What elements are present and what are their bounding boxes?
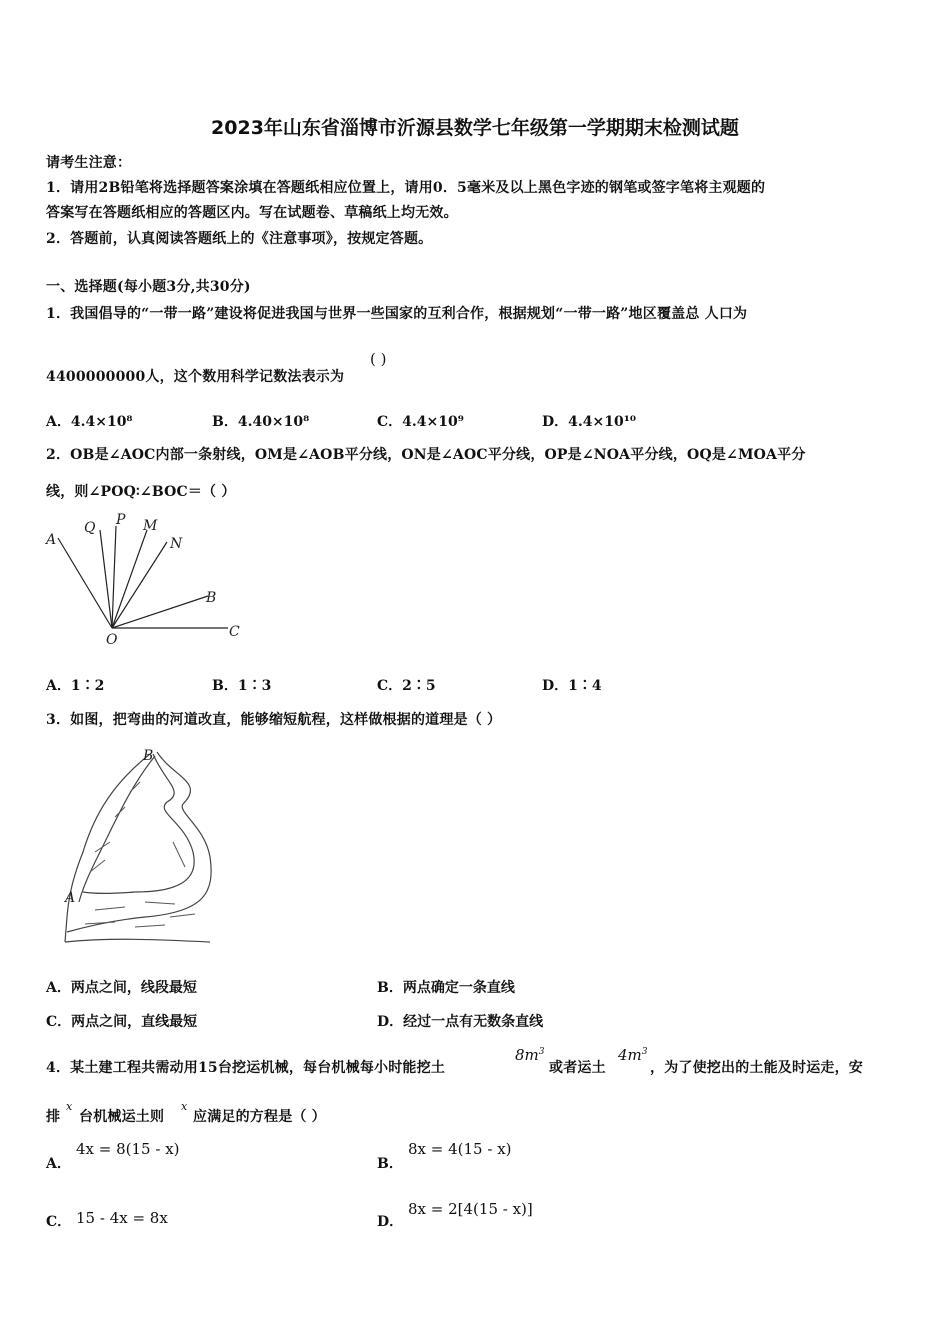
q3-line-1: 3．如图，把弯曲的河道改直，能够缩短航程，这样做根据的道理是（ ） bbox=[46, 712, 502, 728]
q3-option-b: B．两点确定一条直线 bbox=[377, 980, 515, 996]
q1-line-2: 4400000000人，这个数用科学记数法表示为 bbox=[46, 369, 345, 385]
q2-line-1: 2．OB是∠AOC内部一条射线，OM是∠AOB平分线，ON是∠AOC平分线，OP是∠NOA平分线，OQ是∠MOA平分 bbox=[46, 447, 806, 463]
q1-option-b: B．4.40×10⁸ bbox=[212, 414, 310, 430]
river-label-a: A bbox=[65, 890, 76, 906]
label-m: M bbox=[143, 518, 158, 534]
river-left-bank bbox=[65, 754, 150, 942]
label-n: N bbox=[170, 536, 183, 552]
q3-option-c: C．两点之间，直线最短 bbox=[46, 1014, 198, 1030]
q3-option-d: D．经过一点有无数条直线 bbox=[377, 1014, 544, 1030]
water-strokes bbox=[85, 782, 195, 927]
q1-blank: ( ) bbox=[370, 350, 387, 368]
river-diagram bbox=[55, 742, 220, 947]
page-title: 2023年山东省淄博市沂源县数学七年级第一学期期末检测试题 bbox=[211, 117, 739, 139]
q4-line-2c: 应满足的方程是（ ） bbox=[193, 1109, 326, 1125]
q2-option-d: D．1∶4 bbox=[542, 678, 602, 694]
q4-unit-2: $4m^3$ bbox=[618, 1046, 648, 1064]
angle-diagram bbox=[40, 508, 260, 653]
river-label-b: B bbox=[143, 748, 154, 764]
q1-option-a: A．4.4×10⁸ bbox=[46, 414, 133, 430]
label-c: C bbox=[229, 624, 240, 640]
q4-option-d-label: D． bbox=[377, 1214, 404, 1230]
q4-line-1a: 4．某土建工程共需动用15台挖运机械，每台机械每小时能挖土 bbox=[46, 1060, 446, 1076]
q1-option-d: D．4.4×10¹⁰ bbox=[542, 414, 636, 430]
notice-line-1a: 1．请用2B铅笔将选择题答案涂填在答题纸相应位置上，请用0．5毫米及以上黑色字迹的钢笔或签字笔将主观题的 bbox=[46, 180, 766, 196]
river-bottom-edge bbox=[65, 939, 210, 942]
q2-line-2: 线，则∠POQ∶∠BOC＝（ ） bbox=[46, 484, 236, 500]
q4-line-2a: 排 bbox=[46, 1109, 61, 1125]
q4-line-1c: ，为了使挖出的土能及时运走，安 bbox=[650, 1060, 863, 1076]
notice-heading: 请考生注意： bbox=[46, 155, 132, 171]
q4-option-c-equation: 15 - 4x = 8x bbox=[76, 1209, 168, 1227]
label-a: A bbox=[46, 532, 57, 548]
river-inner-bank bbox=[79, 756, 155, 902]
label-o: O bbox=[106, 632, 118, 648]
ray-om bbox=[112, 530, 147, 628]
notice-line-2: 2．答题前，认真阅读答题纸上的《注意事项》，按规定答题。 bbox=[46, 231, 433, 247]
q4-option-b-label: B． bbox=[377, 1156, 403, 1172]
q4-option-a-equation: 4x = 8(15 - x) bbox=[76, 1140, 180, 1158]
ray-oa bbox=[58, 538, 112, 628]
q2-option-a: A．1∶2 bbox=[46, 678, 105, 694]
q1-option-c: C．4.4×10⁹ bbox=[377, 414, 464, 430]
q4-var-1: x bbox=[66, 1100, 73, 1113]
q1-line-1: 1．我国倡导的“一带一路”建设将促进我国与世界一些国家的互利合作，根据规划“一带一路”地区覆盖总 人口为 bbox=[46, 306, 748, 322]
label-b: B bbox=[206, 590, 217, 606]
notice-line-1b: 答案写在答题纸相应的答题区内。写在试题卷、草稿纸上均无效。 bbox=[46, 205, 458, 221]
q4-unit-1: $8m^3$ bbox=[515, 1046, 545, 1064]
q4-line-2b: 台机械运土则 bbox=[79, 1109, 165, 1125]
label-q: Q bbox=[84, 520, 96, 536]
q4-var-2: x bbox=[181, 1100, 188, 1113]
river-channel bbox=[83, 754, 194, 894]
label-p: P bbox=[116, 512, 126, 528]
q2-option-c: C．2∶5 bbox=[377, 678, 436, 694]
q4-option-b-equation: 8x = 4(15 - x) bbox=[408, 1140, 512, 1158]
q2-option-b: B．1∶3 bbox=[212, 678, 272, 694]
ray-op bbox=[112, 526, 116, 628]
q4-option-c-label: C． bbox=[46, 1214, 72, 1230]
ray-ob bbox=[112, 596, 208, 628]
ray-on bbox=[112, 542, 167, 628]
q4-option-d-equation: 8x = 2[4(15 - x)] bbox=[408, 1200, 533, 1218]
ray-oq bbox=[100, 530, 112, 628]
q3-option-a: A．两点之间，线段最短 bbox=[46, 980, 197, 996]
q4-line-1b: 或者运土 bbox=[549, 1060, 606, 1076]
q4-option-a-label: A． bbox=[46, 1156, 71, 1172]
section-heading: 一、选择题(每小题3分,共30分) bbox=[46, 279, 251, 295]
